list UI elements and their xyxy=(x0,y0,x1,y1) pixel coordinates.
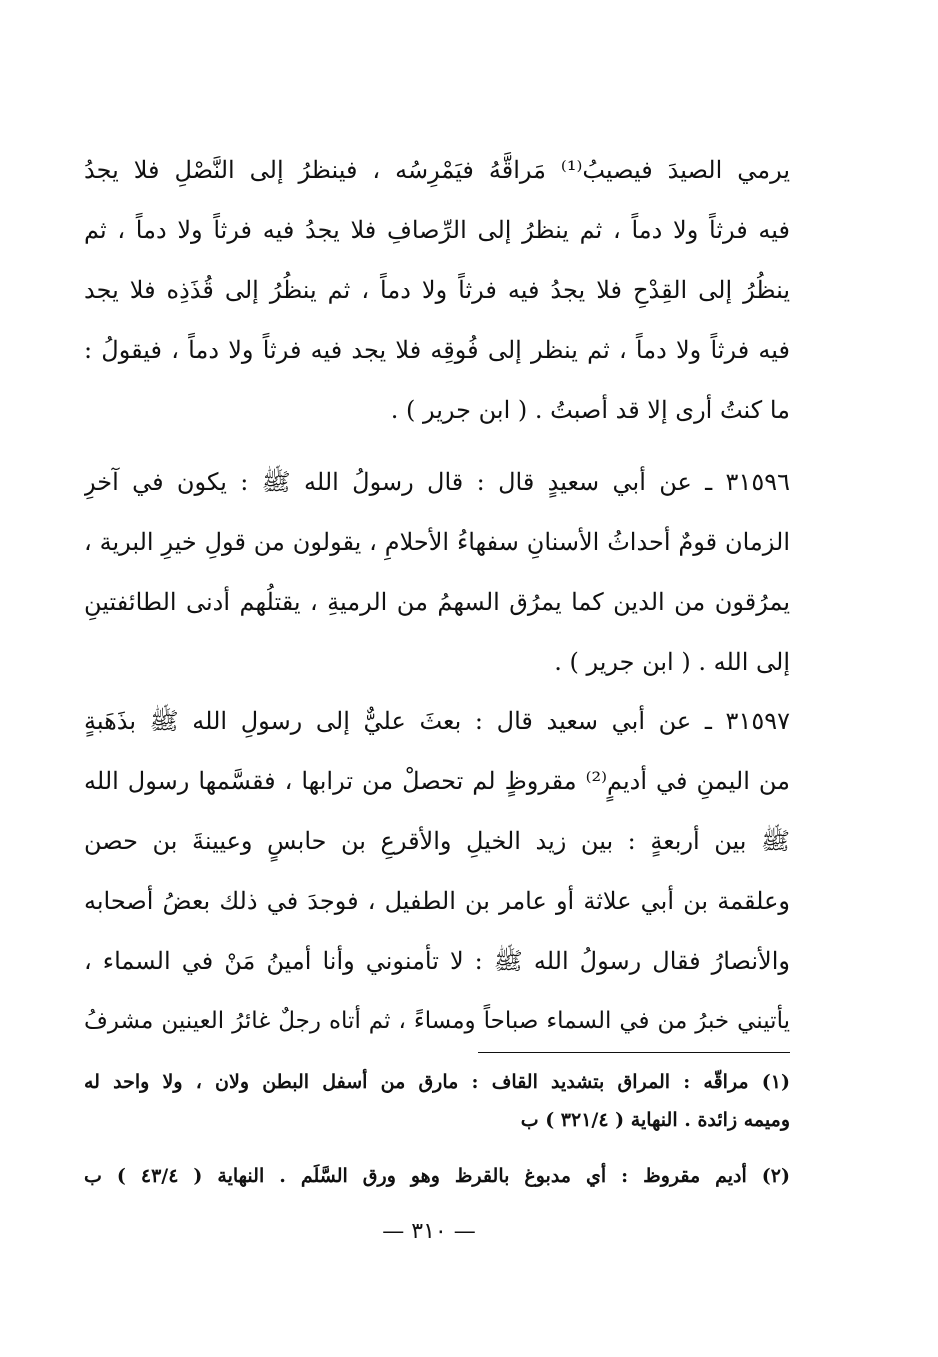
text-line: وعلقمة بن أبي علاثة أو عامر بن الطفيل ، فوجدَ في ذلك بعضُ أصحابه xyxy=(84,887,790,915)
page-number: — ٣١٠ — xyxy=(382,1219,476,1244)
text-line: ٣١٥٩٦ ـ عن أبي سعيدٍ قال : قال رسولُ الله ﷺ : يكون في آخرِ xyxy=(84,468,790,496)
hadith-31597 xyxy=(84,691,790,1051)
text-line: فيه فرثاً ولا دماً ، ثم ينظر إلى فُوقِه فلا يجد فيه فرثاً ولا دماً ، فيقولُ : xyxy=(84,336,790,364)
text-line: يمرُقون من الدين كما يمرُق السهمُ من الرميةِ ، يقتلُهم أدنى الطائفتينِ xyxy=(84,588,790,616)
footnote-1 xyxy=(84,1063,790,1139)
text-line: يرمي الصيدَ فيصيبُ⁨⁽¹⁾⁩ مَراقَّهُ فيَمْرِسُه ، فينظرُ إلى النَّصْلِ فلا يجدُ xyxy=(84,156,790,184)
footnote-2 xyxy=(84,1157,790,1195)
text-line: ينظُرُ إلى القِدْحِ فلا يجدُ فيه فرثاً ولا دماً ، ثم ينظُرُ إلى قُذَذِه فلا يجد xyxy=(84,276,790,304)
text-line: يأتيني خبرُ من في السماء صباحاً ومساءً ، ثم أتاه رجلٌ غائرُ العينين مشرفُ xyxy=(84,1008,790,1034)
text-line: الزمان قومٌ أحداثُ الأسنانِ سفهاءُ الأحلامِ ، يقولون من قولِ خيرِ البرية ، xyxy=(84,528,790,556)
footnote-line: وميمه زائدة . النهاية ( ٣٢١/٤ ) ب xyxy=(520,1109,790,1131)
text-line: ﷺ بين أربعةٍ : بين زيد الخيلِ والأقرعِ بن حابسٍ وعيينةَ بن حصن xyxy=(84,827,790,855)
text-line: والأنصارُ فقال رسولُ الله ﷺ : لا تأمنوني وأنا أمينُ مَنْ في السماء ، xyxy=(84,947,790,975)
footnote-line: (٢) أديم مقروظ : أي مدبوغ بالقرظ وهو ورق السَّلَم . النهاية ( ٤٣/٤ ) ب xyxy=(84,1165,790,1187)
footnote-line: (١) مراقّه : المراق بتشديد القاف : مارق من أسفل البطن ولان ، ولا واحد له xyxy=(84,1071,790,1093)
footnote-separator xyxy=(478,1052,790,1053)
text-line: ما كنتُ أرى إلا قد أصبتُ . ( ابن جرير ) . xyxy=(390,396,790,424)
text-line: فيه فرثاً ولا دماً ، ثم ينظرُ إلى الرِّصافِ فلا يجدُ فيه فرثاً ولا دماً ، ثم xyxy=(84,216,790,244)
text-line: ٣١٥٩٧ ـ عن أبي سعيد قال : بعثَ عليٌّ إلى رسولِ الله ﷺ بذَهَبةٍ xyxy=(84,707,790,735)
text-line: من اليمنِ في أديمٍ⁨⁽²⁾⁩ مقروظٍ لم تحصلْ من ترابها ، فقسَّمها رسول الله xyxy=(84,767,790,795)
paragraph-continuation xyxy=(84,140,790,440)
hadith-31596 xyxy=(84,452,790,692)
text-line: إلى الله . ( ابن جرير ) . xyxy=(554,648,790,676)
